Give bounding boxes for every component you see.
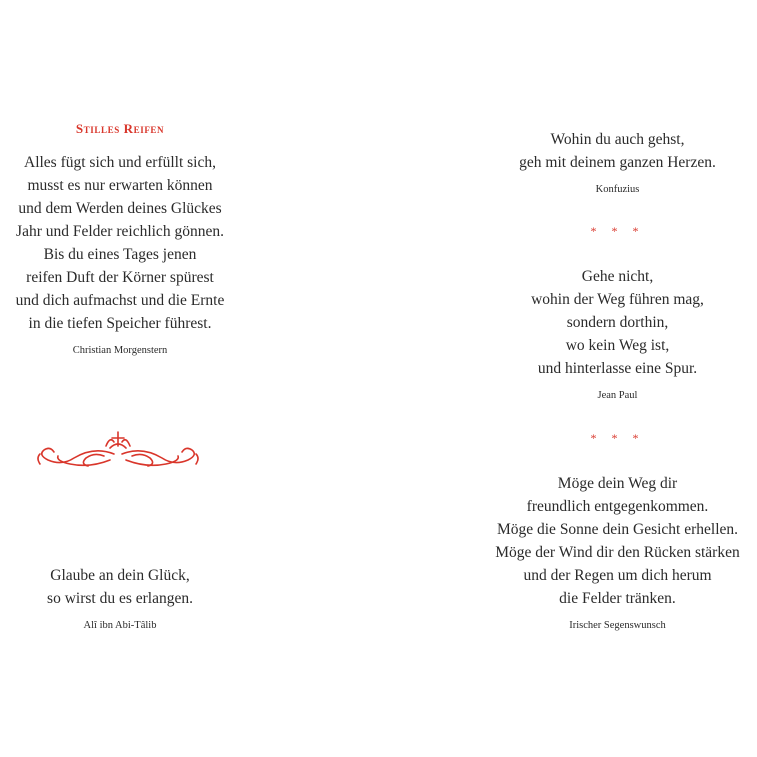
quote-line: Möge dein Weg dir — [557, 475, 678, 492]
quote-konfuzius — [478, 128, 757, 174]
quote-line: Wohin du auch gehst, — [550, 131, 685, 148]
poem-line: Glaube an dein Glück, — [50, 567, 190, 584]
poem-line: in die tiefen Speicher führest. — [28, 315, 212, 332]
poem-line: reifen Duft der Körner spürest — [26, 269, 214, 286]
quote-line: die Felder tränken. — [559, 590, 676, 607]
quote-line: wohin der Weg führen mag, — [531, 291, 704, 308]
quote-jean-paul — [478, 265, 757, 380]
poem-line: und dem Werden deines Glückes — [18, 200, 222, 217]
poem-line: Bis du eines Tages jenen — [43, 246, 197, 263]
quote-line: Möge die Sonne dein Gesicht erhellen. — [496, 521, 739, 538]
poem-author: Alî ibn Abi-Tâlib — [83, 620, 157, 631]
quote-line: und hinterlasse eine Spur. — [537, 360, 698, 377]
quote-line: Möge der Wind dir den Rücken stärken — [495, 544, 740, 561]
poem-line: Jahr und Felder reichlich gönnen. — [16, 223, 224, 240]
quote-author: Konfuzius — [595, 184, 640, 195]
poem-line: so wirst du es erlangen. — [47, 590, 193, 607]
poem-author: Christian Morgenstern — [72, 345, 168, 356]
poem-line: und dich aufmachst und die Ernte — [15, 292, 225, 309]
ornament-flourish-icon — [34, 428, 202, 474]
quote-line: geh mit deinem ganzen Herzen. — [519, 154, 716, 171]
star-separator: * * * — [590, 431, 645, 445]
poem-glaube — [0, 564, 240, 610]
star-separator: * * * — [590, 224, 645, 238]
quote-line: wo kein Weg ist, — [565, 337, 670, 354]
quote-author: Jean Paul — [597, 390, 638, 401]
poem-stilles-reifen — [0, 151, 240, 335]
quote-line: Gehe nicht, — [581, 268, 654, 285]
poem-title: Stilles Reifen — [75, 121, 165, 136]
poem-line: Alles fügt sich und erfüllt sich, — [24, 154, 216, 171]
quote-segenswunsch — [478, 472, 757, 610]
poem-line: musst es nur erwarten können — [27, 177, 213, 194]
quote-line: und der Regen um dich herum — [523, 567, 712, 584]
quote-author: Irischer Segenswunsch — [569, 620, 666, 631]
quote-line: sondern dorthin, — [566, 314, 669, 331]
quote-line: freundlich entgegenkommen. — [526, 498, 709, 515]
